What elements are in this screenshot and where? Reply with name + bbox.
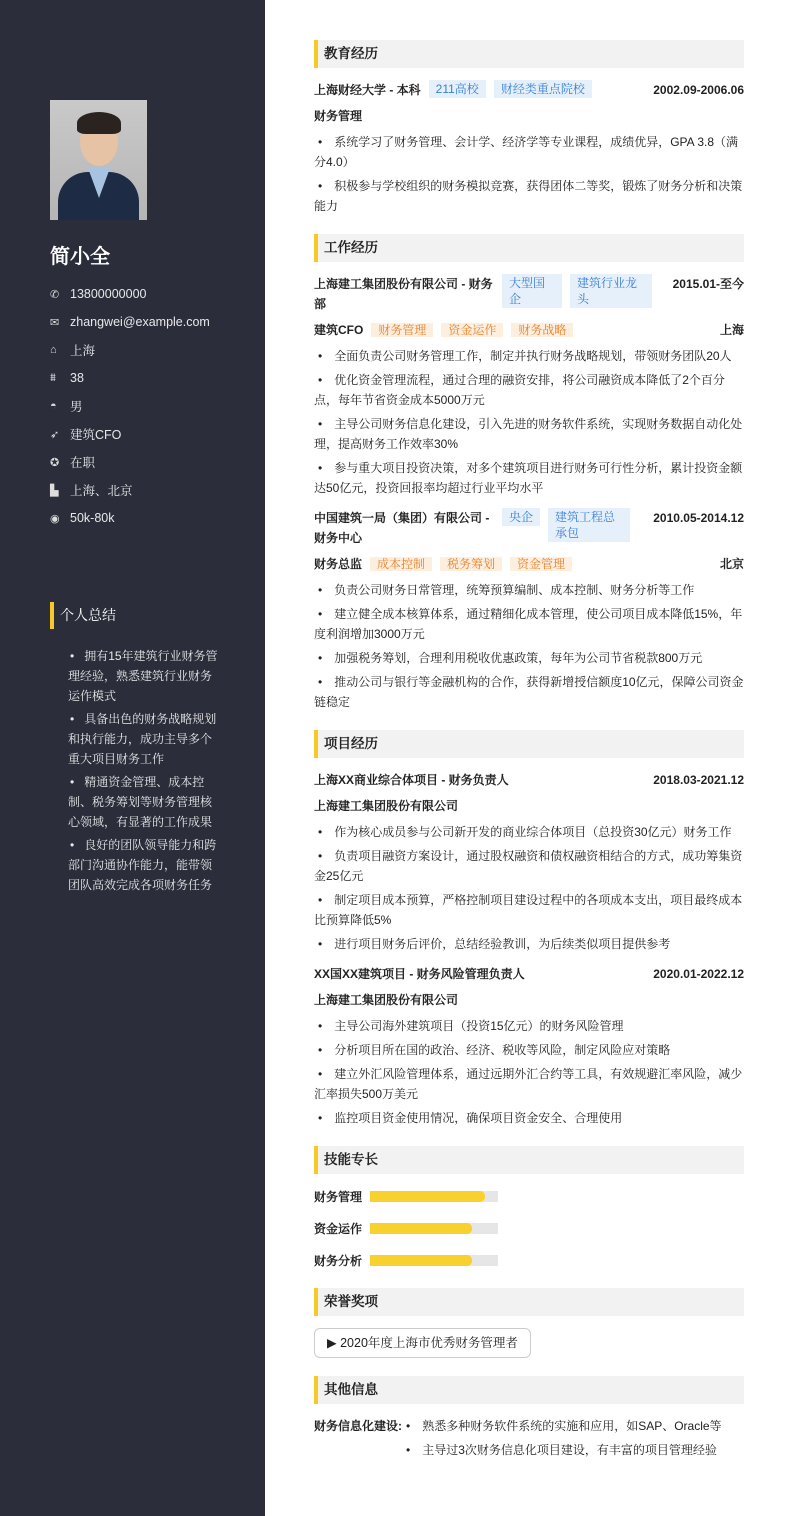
entry-title-group [314, 770, 509, 790]
mail-icon: ✉ [50, 316, 60, 329]
skill-item [314, 1218, 535, 1238]
bullet-item: • 全面负责公司财务管理工作，制定并执行财务战略规划，带领财务团队20人 [314, 346, 744, 366]
entry-date: 2018.03-2021.12 [653, 773, 744, 787]
entry-title: 中国建筑一局（集团）有限公司 - 财务中心 [314, 511, 490, 545]
bullet-item: • 主导公司财务信息化建设，引入先进的财务软件系统，实现财务数据自动化处理，提高财务工作效率30% [314, 414, 744, 454]
other-key: 财务信息化建设: [314, 1419, 402, 1433]
contact-info [50, 280, 210, 532]
role: 财务总监 [314, 557, 363, 571]
city: 北京 [719, 557, 744, 571]
skill-bar-fill [370, 1191, 485, 1202]
skill-tag: 资金运作 [441, 323, 503, 337]
bullet-list [402, 1416, 722, 1464]
info-row [50, 364, 210, 392]
section-heading: 工作经历 [314, 234, 744, 262]
skill-item [314, 1250, 535, 1270]
cake-icon: ⩩ [50, 371, 56, 384]
company: 上海建工集团股份有限公司 [314, 993, 459, 1007]
skill-name: 财务管理 [314, 1189, 363, 1204]
bullet-item: • 建立健全成本核算体系，通过精细化成本管理，使公司项目成本降低15%，年度利润增加3000万元 [314, 604, 744, 644]
role-row [314, 320, 744, 340]
major: 财务管理 [314, 109, 363, 123]
info-text: 在职 [70, 456, 96, 470]
work-entry [314, 508, 744, 712]
award-item [314, 1328, 531, 1358]
awards-section [314, 1288, 744, 1358]
tag: 央企 [502, 508, 540, 526]
bullet-item: • 系统学习了财务管理、会计学、经济学等专业课程，成绩优异，GPA 3.8（满分4.0） [314, 132, 744, 172]
main-content [314, 40, 744, 1482]
entry-title-group [314, 964, 525, 984]
skills-section [314, 1146, 744, 1270]
education-entry [314, 80, 744, 216]
skill-tag: 成本控制 [370, 557, 432, 571]
education-section [314, 40, 744, 216]
entry-title-group [314, 508, 630, 548]
info-text: 38 [70, 371, 84, 385]
bullet-item: • 作为核心成员参与公司新开发的商业综合体项目（总投资30亿元）财务工作 [314, 822, 744, 842]
entry-title-group [314, 80, 592, 100]
entry-header [314, 964, 744, 984]
info-row [50, 420, 210, 448]
bullet-list [314, 822, 744, 954]
projects-section [314, 730, 744, 1128]
bullet-item: • 优化资金管理流程，通过合理的融资安排，将公司融资成本降低了2个百分点，每年节省资金成本5000万元 [314, 370, 744, 410]
section-heading: 荣誉奖项 [314, 1288, 744, 1316]
role-group [314, 320, 573, 340]
role-row [314, 554, 744, 574]
info-row [50, 476, 210, 504]
tag: 211高校 [429, 80, 486, 98]
bullet-item: • 推动公司与银行等金融机构的合作，获得新增授信额度10亿元，保障公司资金链稳定 [314, 672, 744, 712]
entry-header [314, 274, 744, 314]
info-row [50, 392, 210, 420]
entry-title: 上海建工集团股份有限公司 - 财务部 [314, 277, 493, 311]
entry-title: 上海财经大学 - 本科 [314, 83, 421, 97]
role-group [314, 554, 572, 574]
entry-date: 2002.09-2006.06 [653, 83, 744, 97]
skill-tag: 财务管理 [371, 323, 433, 337]
bullet-item: • 参与重大项目投资决策，对多个建筑项目进行财务可行性分析，累计投资金额达50亿元，投资回报率均超过行业平均水平 [314, 458, 744, 498]
section-heading: 教育经历 [314, 40, 744, 68]
skill-bar [370, 1191, 498, 1202]
avatar [50, 100, 147, 220]
bullet-item: • 熟悉多种财务软件系统的实施和应用，如SAP、Oracle等 [402, 1416, 722, 1436]
skill-tag: 资金管理 [510, 557, 572, 571]
plane-icon: ➶ [50, 428, 60, 441]
summary-item: • 具备出色的财务战略规划和执行能力，成功主导多个重大项目财务工作 [68, 709, 218, 769]
section-heading: 技能专长 [314, 1146, 744, 1174]
skill-item [314, 1186, 535, 1206]
info-text: 50k-80k [70, 511, 115, 525]
work-section [314, 234, 744, 712]
summary-item: • 良好的团队领导能力和跨部门沟通协作能力，能带领团队高效完成各项财务任务 [68, 835, 218, 895]
summary-item: • 精通资金管理、成本控制、税务筹划等财务管理核心领域，有显著的工作成果 [68, 772, 218, 832]
bullet-item: • 主导过3次财务信息化项目建设，有丰富的项目管理经验 [402, 1440, 722, 1460]
tag: 建筑行业龙头 [570, 274, 652, 308]
bullet-item: • 进行项目财务后评价，总结经验教训，为后续类似项目提供参考 [314, 934, 744, 954]
bullet-item: • 分析项目所在国的政治、经济、税收等风险，制定风险应对策略 [314, 1040, 744, 1060]
company: 上海建工集团股份有限公司 [314, 799, 459, 813]
skill-tag: 财务战略 [511, 323, 573, 337]
entry-header [314, 80, 744, 100]
building-icon: ▙ [50, 484, 59, 497]
section-heading: 其他信息 [314, 1376, 744, 1404]
tag: 建筑工程总承包 [548, 508, 630, 542]
info-row [50, 504, 210, 532]
status-icon: ✪ [50, 456, 60, 469]
section-heading: 项目经历 [314, 730, 744, 758]
work-entry [314, 274, 744, 498]
skill-tag: 税务筹划 [440, 557, 502, 571]
summary-item: • 拥有15年建筑行业财务管理经验，熟悉建筑行业财务运作模式 [68, 646, 218, 706]
candidate-name: 简小全 [50, 246, 110, 268]
other-section [314, 1376, 744, 1464]
entry-date: 2015.01-至今 [672, 277, 744, 291]
info-text: 建筑CFO [70, 428, 122, 442]
other-item [314, 1416, 744, 1464]
info-text: zhangwei@example.com [70, 315, 210, 329]
city: 上海 [719, 323, 744, 337]
info-text: 上海 [70, 344, 96, 358]
skill-list [314, 1186, 744, 1270]
skill-bar [370, 1223, 498, 1234]
bullet-item: • 主导公司海外建筑项目（投资15亿元）的财务风险管理 [314, 1016, 744, 1036]
skill-bar [370, 1255, 498, 1266]
bullet-list [314, 346, 744, 498]
bullet-list [314, 132, 744, 216]
entry-date: 2020.01-2022.12 [653, 967, 744, 981]
bullet-item: • 监控项目资金使用情况，确保项目资金安全、合理使用 [314, 1108, 744, 1128]
bullet-item: • 积极参与学校组织的财务模拟竞赛，获得团体二等奖，锻炼了财务分析和决策能力 [314, 176, 744, 216]
play-icon: ▶ [327, 1336, 341, 1350]
summary-list [68, 646, 218, 898]
info-row [50, 308, 210, 336]
bullet-list [314, 1016, 744, 1128]
entry-header [314, 770, 744, 790]
bullet-item: • 负责项目融资方案设计，通过股权融资和债权融资相结合的方式，成功筹集资金25亿元 [314, 846, 744, 886]
salary-icon: ◉ [50, 512, 60, 525]
tag: 大型国企 [502, 274, 562, 308]
gender-icon: ◓ [50, 400, 57, 412]
entry-date: 2010.05-2014.12 [653, 511, 744, 525]
bullet-list [314, 580, 744, 712]
bullet-item: • 建立外汇风险管理体系，通过远期外汇合约等工具，有效规避汇率风险，减少汇率损失500万美元 [314, 1064, 744, 1104]
info-text: 上海、北京 [70, 484, 133, 498]
info-row [50, 336, 210, 364]
award-text: 2020年度上海市优秀财务管理者 [340, 1336, 518, 1350]
summary-heading: 个人总结 [50, 602, 116, 629]
skill-name: 财务分析 [314, 1253, 363, 1268]
info-text: 13800000000 [70, 287, 147, 301]
project-entry [314, 964, 744, 1128]
project-entry [314, 770, 744, 954]
sidebar [0, 0, 265, 1516]
bullet-item: • 负责公司财务日常管理，统筹预算编制、成本控制、财务分析等工作 [314, 580, 744, 600]
skill-bar-fill [370, 1223, 472, 1234]
entry-title-group [314, 274, 652, 314]
skill-name: 资金运作 [314, 1221, 363, 1236]
info-text: 男 [70, 400, 83, 414]
entry-title: 上海XX商业综合体项目 - 财务负责人 [314, 773, 509, 787]
bullet-item: • 加强税务筹划，合理利用税收优惠政策，每年为公司节省税款800万元 [314, 648, 744, 668]
skill-bar-fill [370, 1255, 472, 1266]
info-row [50, 448, 210, 476]
role: 建筑CFO [314, 323, 364, 337]
tag: 财经类重点院校 [494, 80, 592, 98]
entry-header [314, 508, 744, 548]
info-row [50, 280, 210, 308]
phone-icon: ✆ [50, 288, 60, 301]
bullet-item: • 制定项目成本预算，严格控制项目建设过程中的各项成本支出，项目最终成本比预算降低5% [314, 890, 744, 930]
home-icon: ⌂ [50, 344, 57, 356]
entry-title: XX国XX建筑项目 - 财务风险管理负责人 [314, 967, 525, 981]
